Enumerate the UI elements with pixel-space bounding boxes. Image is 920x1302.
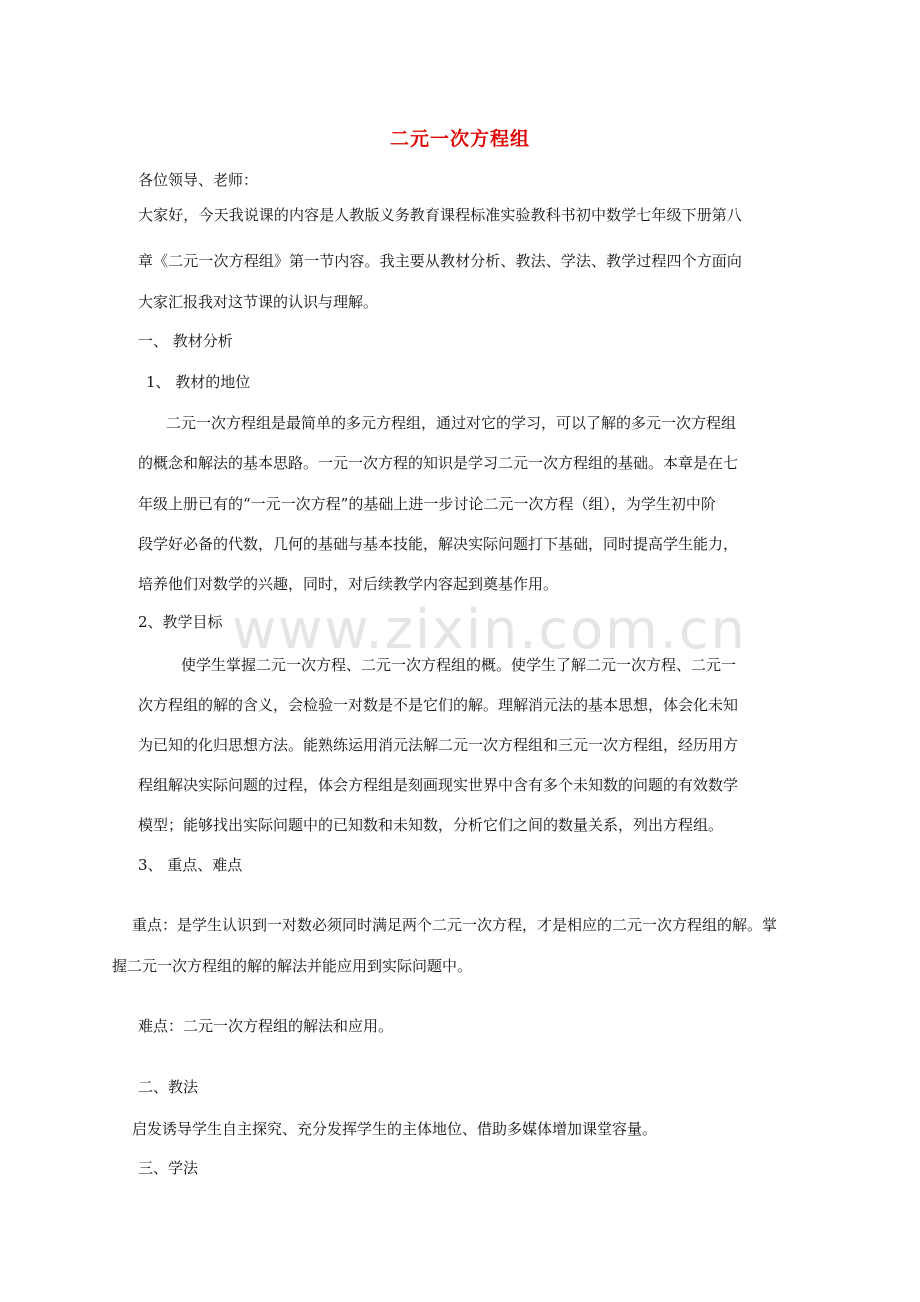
paragraph-2-line-4: 程组解决实际问题的过程，体会方程组是刻画现实世界中含有多个未知数的问题的有效数学 — [138, 776, 739, 794]
paragraph-2-line-5: 模型；能够找出实际问题中的已知数和未知数，分析它们之间的数量关系，列出方程组。 — [138, 816, 724, 834]
section-heading-1: 一、 教材分析 — [138, 332, 233, 350]
paragraph-1-line-3: 年级上册已有的“一元一次方程”的基础上进一步讨论二元一次方程（组），为学生初中阶 — [138, 495, 716, 513]
subsection-heading-1-1: 1、 教材的地位 — [146, 373, 251, 391]
paragraph-1-line-1: 二元一次方程组是最简单的多元方程组，通过对它的学习，可以了解的多元一次方程组 — [166, 414, 737, 432]
paragraph-1-line-4: 段学好必备的代数，几何的基础与基本技能，解决实际问题打下基础，同时提高学生能力， — [138, 535, 739, 553]
difficulty-line: 难点：二元一次方程组的解法和应用。 — [138, 1017, 394, 1035]
salutation: 各位领导、老师： — [138, 171, 259, 189]
subsection-heading-1-2: 2、教学目标 — [138, 613, 223, 631]
watermark: www.zixin.com.cn — [232, 598, 747, 661]
paragraph-1-line-5: 培养他们对数学的兴趣，同时，对后续教学内容起到奠基作用。 — [138, 575, 559, 593]
key-point-line-1: 重点：是学生认识到一对数必须同时满足两个二元一次方程，才是相应的二元一次方程组的解。掌 — [132, 916, 778, 934]
section-heading-2: 二、教法 — [138, 1078, 199, 1096]
paragraph-2-line-3: 为已知的化归思想方法。能熟练运用消元法解二元一次方程组和三元一次方程组，经历用方 — [138, 736, 739, 754]
subsection-heading-1-3: 3、 重点、难点 — [138, 856, 243, 874]
paragraph-2-line-1: 使学生掌握二元一次方程、二元一次方程组的概。使学生了解二元一次方程、二元一 — [181, 656, 737, 674]
teaching-method-line: 启发诱导学生自主探究、充分发挥学生的主体地位、借助多媒体增加课堂容量。 — [132, 1120, 658, 1138]
paragraph-1-line-2: 的概念和解法的基本思路。一元一次方程的知识是学习二元一次方程组的基础。本章是在七 — [138, 454, 739, 472]
document-title: 二元一次方程组 — [389, 128, 530, 150]
intro-line-3: 大家汇报我对这节课的认识与理解。 — [138, 293, 379, 311]
intro-line-1: 大家好，今天我说课的内容是人教版义务教育课程标准实验教科书初中数学七年级下册第八 — [138, 206, 743, 224]
key-point-line-2: 握二元一次方程组的解的解法并能应用到实际问题中。 — [112, 957, 473, 975]
paragraph-2-line-2: 次方程组的解的含义，会检验一对数是不是它们的解。理解消元法的基本思想，体会化未知 — [138, 696, 739, 714]
intro-line-2: 章《二元一次方程组》第一节内容。我主要从教材分析、教法、学法、教学过程四个方面向 — [138, 252, 743, 270]
section-heading-3: 三、学法 — [138, 1159, 199, 1177]
